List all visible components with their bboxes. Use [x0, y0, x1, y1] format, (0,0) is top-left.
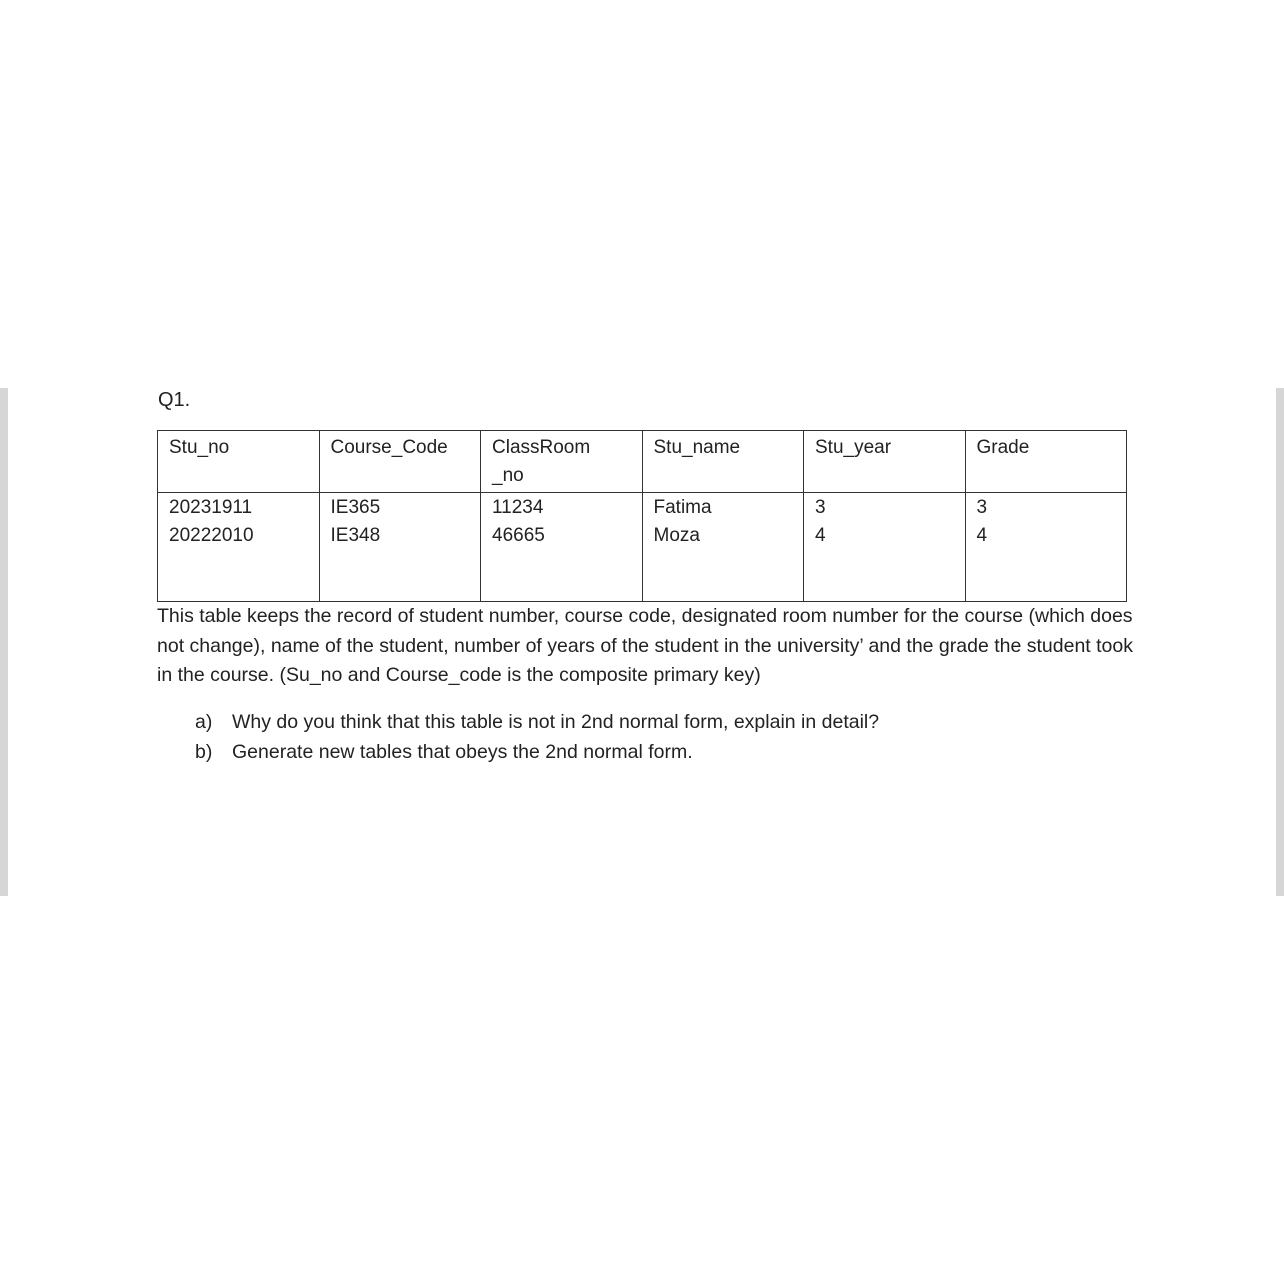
header-grade: Grade: [965, 431, 1127, 493]
question-text: Generate new tables that obeys the 2nd normal form.: [232, 740, 693, 763]
list-marker: b): [195, 740, 213, 763]
header-classroom-no: ClassRoom _no: [481, 431, 643, 493]
table-description: This table keeps the record of student number, course code, designated room number for the course (which does not change), name of the student, number of years of the student in the university’ and the grade the student took in the course. (Su_no and Course_code is the composite primary key): [157, 605, 1133, 686]
question-label: Q1.: [158, 389, 191, 411]
header-stu-no: Stu_no: [158, 431, 320, 493]
table-header-row: [158, 431, 1127, 493]
question-list: [195, 708, 879, 767]
cell-course-code: IE365 IE348: [319, 493, 481, 602]
header-stu-name: Stu_name: [642, 431, 804, 493]
list-item: [195, 738, 879, 768]
header-course-code: Course_Code: [319, 431, 481, 493]
cell-classroom-no: 11234 46665: [481, 493, 643, 602]
table-row: [158, 493, 1127, 602]
cell-stu-no: 20231911 20222010: [158, 493, 320, 602]
page-edge-right: [1276, 388, 1284, 896]
page-edge-left: [0, 388, 8, 896]
cell-grade: 3 4: [965, 493, 1127, 602]
list-item: [195, 708, 879, 738]
header-stu-year: Stu_year: [804, 431, 966, 493]
cell-stu-year: 3 4: [804, 493, 966, 602]
question-text: Why do you think that this table is not in 2nd normal form, explain in detail?: [232, 711, 880, 733]
list-marker: a): [195, 711, 213, 733]
student-course-table: [157, 430, 1127, 602]
cell-stu-name: Fatima Moza: [642, 493, 804, 602]
